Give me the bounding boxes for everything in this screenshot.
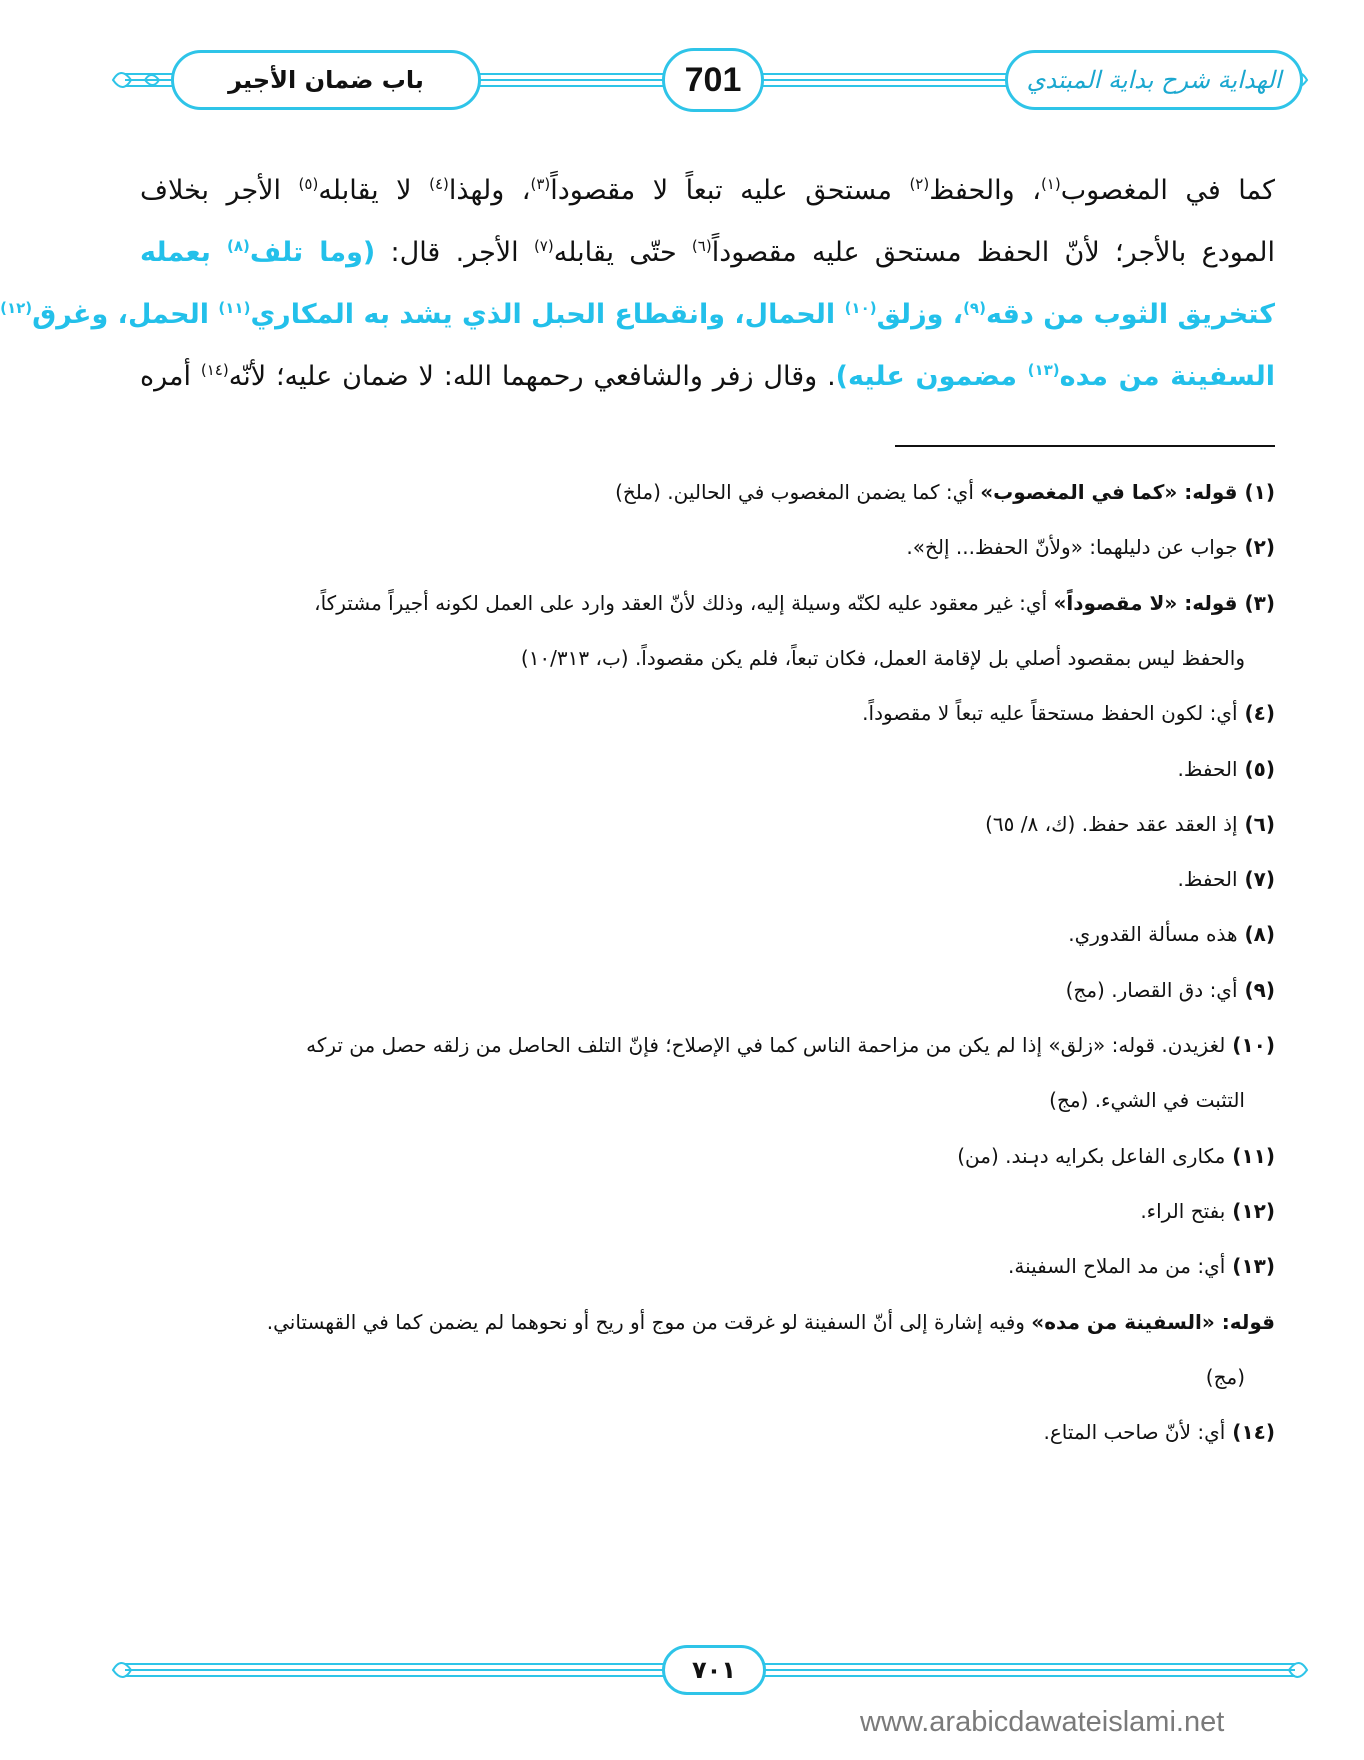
footnote-marker[interactable]: (٢) — [909, 175, 930, 193]
footnote-marker[interactable]: (٧) — [533, 237, 554, 255]
footnote-marker[interactable]: (١٠) — [844, 299, 877, 317]
footnote-text: إذ العقد عقد حفظ. (ك، ٨/ ٦٥) — [985, 812, 1238, 836]
footnote-marker[interactable]: (٣) — [530, 175, 551, 193]
footnote-number: (١٠) — [1225, 1033, 1275, 1057]
footnote — [140, 1365, 1245, 1389]
page-header — [105, 40, 1315, 122]
footer-page-number-cartouche — [662, 1645, 766, 1695]
footnote — [140, 1254, 1275, 1278]
footnote — [140, 701, 1275, 725]
footnote-marker[interactable]: (٥) — [298, 175, 319, 193]
footnote-number: (٤) — [1237, 701, 1275, 725]
main-text-line — [140, 346, 1275, 408]
footnote-text: أي: لكون الحفظ مستحقاً عليه تبعاً لا مقصوداً. — [862, 701, 1238, 725]
footnote — [140, 812, 1275, 836]
footnote-number: (٣) — [1237, 591, 1275, 615]
commentary-text-segment: كما في المغصوب — [1060, 175, 1275, 206]
footnote-number: (٨) — [1237, 922, 1275, 946]
footnote-text: وفيه إشارة إلى أنّ السفينة لو غرقت من موج أو ريح أو نحوهما لم يضمن كما في القهستاني. — [266, 1310, 1032, 1334]
matn-text-segment: الحمال، وانقطاع الحبل الذي يشد به المكاري — [250, 299, 845, 330]
footnote — [140, 646, 1245, 670]
commentary-text-segment: أمره — [140, 361, 201, 392]
footnote — [140, 922, 1275, 946]
commentary-text-segment: ، والحفظ — [929, 175, 1041, 206]
footnote — [140, 978, 1275, 1002]
footnote-text: أي: من مد الملاح السفينة. — [1007, 1254, 1226, 1278]
commentary-text-segment: مستحق عليه تبعاً لا مقصوداً — [550, 175, 910, 206]
footnote-text: جواب عن دليلهما: «ولأنّ الحفظ... إلخ». — [906, 535, 1238, 559]
commentary-text-segment: لا يقابله — [318, 175, 430, 206]
footnote-number: (١١) — [1225, 1144, 1275, 1168]
chapter-title: باب ضمان الأجير — [228, 66, 424, 94]
footnote-text: أي: كما يضمن المغصوب في الحالين. (ملخ) — [615, 480, 981, 504]
footnote-text: أي: لأنّ صاحب المتاع. — [1043, 1420, 1226, 1444]
footnote-text: بفتح الراء. — [1140, 1199, 1226, 1223]
footnote-marker[interactable]: (١٣) — [1027, 361, 1060, 379]
footnote-marker[interactable]: (١٤) — [200, 361, 229, 379]
commentary-text-segment: الأجر. قال: — [375, 237, 534, 268]
website-watermark: www.arabicdawateislami.net — [860, 1706, 1225, 1738]
main-text-line — [140, 222, 1275, 284]
main-text-line — [140, 160, 1275, 222]
footnote-number: (٥) — [1237, 757, 1275, 781]
commentary-text-segment: ، ولهذا — [448, 175, 531, 206]
footnote-marker[interactable]: (١) — [1040, 175, 1061, 193]
footer-page-number: ٧٠١ — [692, 1656, 736, 1684]
page-footer — [105, 1640, 1315, 1700]
matn-text-segment: ، وزلق — [876, 299, 964, 330]
main-text-block — [0, 160, 1276, 408]
matn-text-segment: كتخريق الثوب من دقه — [985, 299, 1275, 330]
book-title: الهداية شرح بداية المبتدي — [1026, 66, 1282, 94]
footnote-number: (٧) — [1237, 867, 1275, 891]
commentary-text-segment: . وقال زفر والشافعي رحمهما الله: لا ضمان عليه؛ لأنّه — [228, 361, 836, 392]
footnote-number: (١) — [1237, 480, 1275, 504]
footnote-number: (٢) — [1237, 535, 1275, 559]
footnote-marker[interactable]: (٨) — [226, 237, 250, 255]
footnote-text: هذه مسألة القدوري. — [1068, 922, 1238, 946]
footnote — [140, 591, 1275, 615]
book-title-cartouche — [1005, 50, 1303, 110]
footnote-marker[interactable]: (١٢) — [0, 299, 33, 317]
footnote-lemma: قوله: «السفينة من مده» — [1031, 1310, 1275, 1334]
commentary-text-segment: المودع بالأجر؛ لأنّ الحفظ مستحق عليه مقصوداً — [711, 237, 1276, 268]
footnote-text: الحفظ. — [1177, 867, 1238, 891]
footnote-number: (١٣) — [1225, 1254, 1275, 1278]
footnote — [140, 867, 1275, 891]
footnote — [140, 757, 1275, 781]
page-number: 701 — [684, 60, 742, 99]
chapter-title-cartouche — [171, 50, 481, 110]
footnote-lemma: قوله: «كما في المغصوب» — [980, 480, 1238, 504]
footnote-number: (٩) — [1237, 978, 1275, 1002]
footnote-text: لغزيدن. قوله: «زلق» إذا لم يكن من مزاحمة الناس كما في الإصلاح؛ فإنّ التلف الحاصل من زلقه حصل من تركه — [306, 1033, 1226, 1057]
commentary-text-segment: حتّى يقابله — [553, 237, 692, 268]
footnote-text: الحفظ. — [1177, 757, 1238, 781]
matn-text-segment: (وما تلف — [249, 237, 376, 268]
footnote — [140, 1088, 1245, 1112]
footnote — [140, 1310, 1275, 1334]
footnote-text: أي: دق القصار. (مج) — [1065, 978, 1238, 1002]
footnote-lemma: قوله: «لا مقصوداً» — [1053, 591, 1238, 615]
matn-text-segment: بعمله — [140, 237, 227, 268]
footnote-text: أي: غير معقود عليه لكنّه وسيلة إليه، وذلك لأنّ العقد وارد على العمل لكونه أجيراً مشتركاً، — [314, 591, 1054, 615]
commentary-text-segment: الأجر بخلاف — [140, 175, 299, 206]
main-text-line — [0, 284, 1275, 346]
footnote-text: والحفظ ليس بمقصود أصلي بل لإقامة العمل، فكان تبعاً، فلم يكن مقصوداً. (ب، ١٠/٣١٣) — [520, 646, 1245, 670]
footnote-text: التثبت في الشيء. (مج) — [1049, 1088, 1245, 1112]
matn-text-segment: السفينة من مده — [1059, 361, 1275, 392]
footnote-marker[interactable]: (٦) — [691, 237, 712, 255]
footnote-number: (١٤) — [1225, 1420, 1275, 1444]
footnote — [140, 1033, 1275, 1057]
footnote — [140, 1199, 1275, 1223]
footnote-marker[interactable]: (٤) — [429, 175, 449, 193]
footnote — [140, 535, 1275, 559]
footnote-marker[interactable]: (١١) — [218, 299, 251, 317]
matn-text-segment: الحمل، وغرق — [32, 299, 219, 330]
footnote — [140, 1144, 1275, 1168]
footnote-number: (١٢) — [1225, 1199, 1275, 1223]
footnote-divider — [895, 445, 1275, 447]
footnote — [140, 1420, 1275, 1444]
page-number-cartouche — [662, 48, 764, 112]
footnote-text: مكارى الفاعل بكرايه دہند. (من) — [957, 1144, 1226, 1168]
footnote — [140, 480, 1275, 504]
footnote-text: (مج) — [1205, 1365, 1245, 1389]
matn-text-segment: مضمون عليه) — [835, 361, 1028, 392]
footnote-marker[interactable]: (٩) — [963, 299, 986, 317]
footnote-number: (٦) — [1237, 812, 1275, 836]
